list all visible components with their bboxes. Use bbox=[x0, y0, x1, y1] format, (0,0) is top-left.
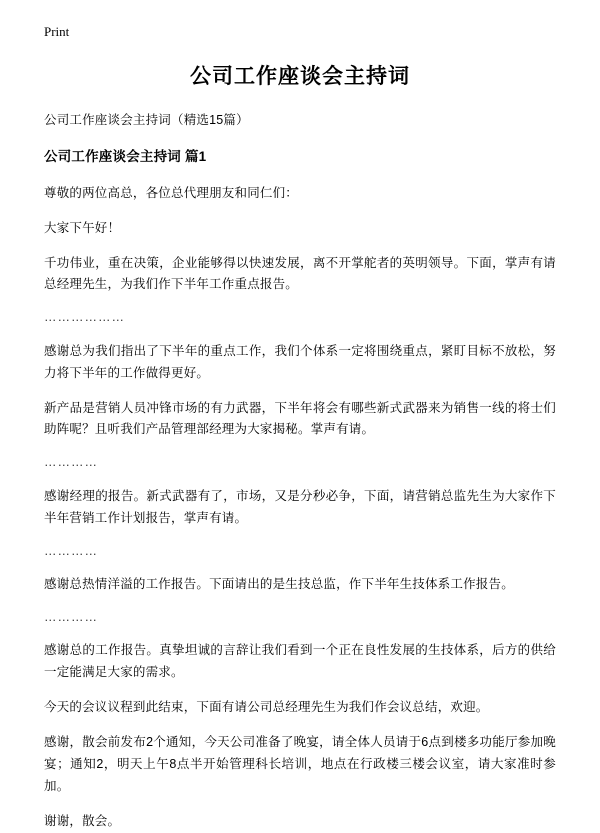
paragraph-separator: ………… bbox=[44, 609, 98, 624]
paragraph: 感谢总热情洋溢的工作报告。下面请出的是生技总监，作下半年生技体系工作报告。 bbox=[44, 577, 514, 592]
paragraph: 感谢，散会前发布2个通知，今天公司准备了晚宴，请全体人员请于6点到楼多功能厅参加晚宴；通知2，明天上午8点半开始管理科长培训，地点在行政楼三楼会议室，请大家准时参加。 bbox=[44, 735, 556, 793]
paragraph: 千功伟业，重在决策，企业能够得以快速发展，离不开掌舵者的英明领导。下面，掌声有请总经理先生，为我们作下半年工作重点报告。 bbox=[44, 255, 556, 292]
document-body bbox=[44, 110, 556, 832]
section-heading: 公司工作座谈会主持词 篇1 bbox=[44, 149, 207, 165]
print-link[interactable]: Print bbox=[44, 24, 70, 39]
paragraph-separator: ………… bbox=[44, 543, 98, 558]
paragraph: 尊敬的两位高总，各位总代理朋友和同仁们： bbox=[44, 185, 299, 200]
paragraph: 公司工作座谈会主持词（精选15篇） bbox=[44, 113, 249, 128]
paragraph: 今天的会议议程到此结束，下面有请公司总经理先生为我们作会议总结，欢迎。 bbox=[44, 700, 489, 715]
paragraph: 感谢总为我们指出了下半年的重点工作，我们个体系一定将围绕重点，紧盯目标不放松，努力将下半年的工作做得更好。 bbox=[44, 343, 556, 380]
paragraph: 感谢经理的报告。新式武器有了，市场，又是分秒必争，下面，请营销总监先生为大家作下半年营销工作计划报告，掌声有请。 bbox=[44, 488, 556, 525]
paragraph: 新产品是营销人员冲锋市场的有力武器，下半年将会有哪些新式武器来为销售一线的将士们助阵呢？且听我们产品管理部经理为大家揭秘。掌声有请。 bbox=[44, 400, 556, 437]
paragraph: 大家下午好！ bbox=[44, 220, 121, 235]
paragraph-separator: ……………… bbox=[44, 310, 125, 325]
paragraph: 感谢总的工作报告。真挚坦诚的言辞让我们看到一个正在良性发展的生技体系，后方的供给一定能满足大家的需求。 bbox=[44, 643, 556, 680]
page-title: 公司工作座谈会主持词 bbox=[190, 65, 410, 88]
paragraph: 谢谢，散会。 bbox=[44, 813, 121, 828]
paragraph-separator: ………… bbox=[44, 455, 98, 470]
